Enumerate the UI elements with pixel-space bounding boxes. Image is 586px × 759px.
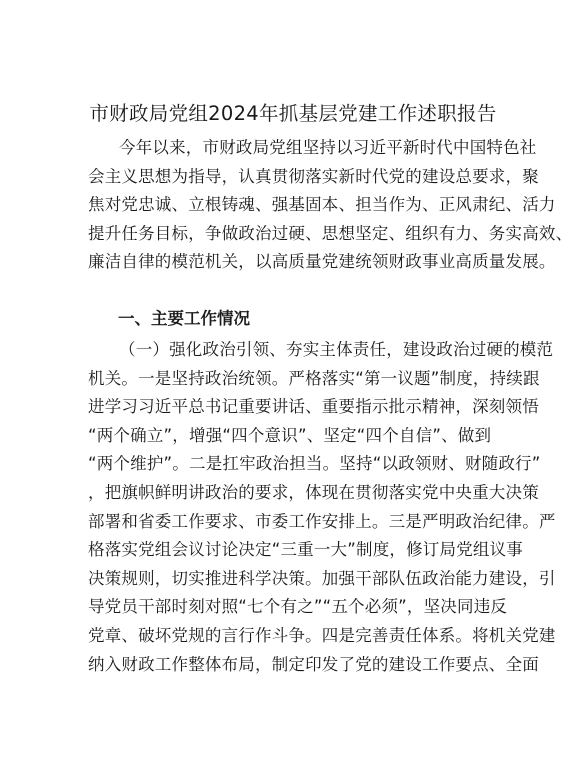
body-line: 党章、破坏党规的言行作斗争。四是完善责任体系。将机关党建 [88,625,556,645]
intro-line: 会主义思想为指导，认真贯彻落实新时代党的建设总要求，聚 [88,166,539,186]
body-line: 决策规则，切实推进科学决策。加强干部队伍政治能力建设，引 [88,568,556,588]
body-line: （一）强化政治引领、夯实主体责任，建设政治过硬的模范 [119,340,554,359]
intro-paragraph [88,134,573,277]
body-line: 格落实党组会议讨论决定“三重一大”制度，修订局党组议事 [88,540,523,560]
body-paragraph [88,336,556,679]
intro-line: 廉洁自律的模范机关，以高质量党建统领财政事业高质量发展。 [88,252,556,272]
intro-line: 提升任务目标，争做政治过硬、思想坚定、组织有力、务实高效、 [88,223,573,243]
document-title: 市财政局党组2024年抓基层党建工作述职报告 [89,102,497,125]
body-line: 部署和省委工作要求、市委工作安排上。三是严明政治纪律。严 [88,511,556,531]
body-line: “两个确立”，增强“四个意识”、坚定“四个自信”、做到 [88,425,492,445]
body-line: ，把旗帜鲜明讲政治的要求，体现在贯彻落实党中央重大决策 [88,482,539,502]
body-line: 导党员干部时刻对照“七个有之”“五个必须”，坚决同违反 [88,597,508,617]
body-line: 进学习习近平总书记重要讲话、重要指示批示精神，深刻领悟 [88,397,539,417]
intro-line: 焦对党忠诚、立根铸魂、强基固本、担当作为、正风肃纪、活力 [88,195,556,215]
intro-line: 今年以来，市财政局党组坚持以习近平新时代中国特色社 [119,138,537,157]
body-line: “两个维护”。二是扛牢政治担当。坚持“以政领财、财随政行” [88,454,541,474]
body-line: 机关。一是坚持政治统领。严格落实“第一议题”制度，持续跟 [88,368,540,388]
section-heading: 一、主要工作情况 [118,309,250,328]
body-line: 纳入财政工作整体布局，制定印发了党的建设工作要点、全面 [88,654,539,674]
